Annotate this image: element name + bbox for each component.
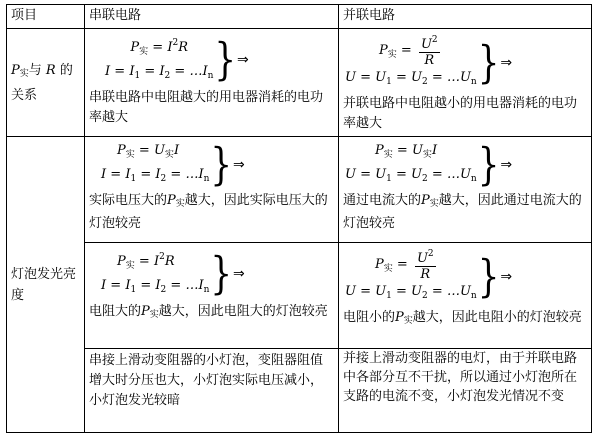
row2a-parallel-text: 通过电流大的P实越大，因此通过电流大的灯泡较亮 [343, 193, 582, 231]
row2a-series-text: 实际电压大的P实越大，因此实际电压大的灯泡较亮 [89, 193, 328, 231]
row1-label: P实与 R 的关系 [7, 29, 85, 137]
implies-arrow-icon: ⇒ [500, 268, 513, 285]
implies-arrow-icon: ⇒ [500, 157, 513, 173]
parallel-formula-1: $P_实$ = $\frac{U^2}{R}$ $U = U_1 = U_2$ = $\dots U_n$ } ⇒ [345, 35, 513, 89]
series-formula-3: $P_实 = I^2R$ $I = I_1 = I_2$ = $\dots I_n$ } ⇒ [101, 247, 245, 300]
series-formula-1: $P_实 = I^2R$ $I = I_1 = I_2$ = $\dots I_n$ } ⇒ [105, 33, 249, 86]
row-brightness-c [7, 349, 592, 433]
row2c-parallel-cell [339, 349, 592, 433]
row2b-series-text: 电阻大的P实越大，因此电阻大的灯泡较亮 [89, 304, 328, 320]
brace-icon: } [477, 250, 500, 303]
row2a-series-cell [85, 137, 339, 243]
row2a-parallel-cell [339, 137, 592, 243]
row2-label: 灯泡发光亮度 [7, 137, 85, 433]
brace-icon: } [214, 33, 237, 86]
header-item: 项目 [7, 5, 85, 29]
row2b-parallel-text: 电阻小的P实越大，因此电阻小的灯泡较亮 [343, 310, 582, 326]
row2c-series-text: 串接上滑动变阻器的小灯泡，变阻器阻值增大时分压也大，小灯泡实际电压减小，小灯泡发光较暗 [89, 353, 324, 408]
row1-series-text: 串联电路中电阻越大的用电器消耗的电功率越大 [89, 90, 324, 125]
row1-series-cell [85, 29, 339, 137]
row2b-series-cell [85, 243, 339, 349]
comparison-table [6, 4, 592, 433]
brace-icon: } [477, 36, 500, 89]
implies-arrow-icon: ⇒ [237, 51, 249, 68]
implies-arrow-icon: ⇒ [233, 265, 245, 282]
row2c-parallel-text: 并接上滑动变阻器的电灯，由于并联电路中各部分互不干扰，所以通过小灯泡所在支路的电流不变，小灯泡发光情况不变 [343, 351, 578, 404]
brace-icon: } [210, 247, 233, 300]
implies-arrow-icon: ⇒ [233, 157, 245, 173]
series-formula-2: $P_实 = U_实I$ $I = I_1 = I_2$ = $\dots I_n$ } ⇒ [101, 139, 245, 191]
row-power-resistance [7, 29, 592, 137]
header-series: 串联电路 [85, 5, 339, 29]
parallel-formula-3: $P_实$ = $\frac{U^2}{R}$ $U = U_1 = U_2$ = $\dots U_n$ } ⇒ [345, 249, 513, 303]
header-row [7, 5, 592, 29]
row1-parallel-text: 并联电路中电阻越小的用电器消耗的电功率越大 [343, 96, 578, 131]
row-brightness-b [7, 243, 592, 349]
row2b-parallel-cell [339, 243, 592, 349]
header-parallel: 并联电路 [339, 5, 592, 29]
row-brightness-a [7, 137, 592, 243]
parallel-formula-2: $P_实 = U_实I$ $U = U_1 = U_2$ = $\dots U_n$ } ⇒ [345, 139, 513, 191]
brace-icon: } [210, 139, 233, 191]
brace-icon: } [477, 139, 500, 191]
row1-parallel-cell [339, 29, 592, 137]
implies-arrow-icon: ⇒ [500, 54, 513, 71]
row2c-series-cell [85, 349, 339, 433]
